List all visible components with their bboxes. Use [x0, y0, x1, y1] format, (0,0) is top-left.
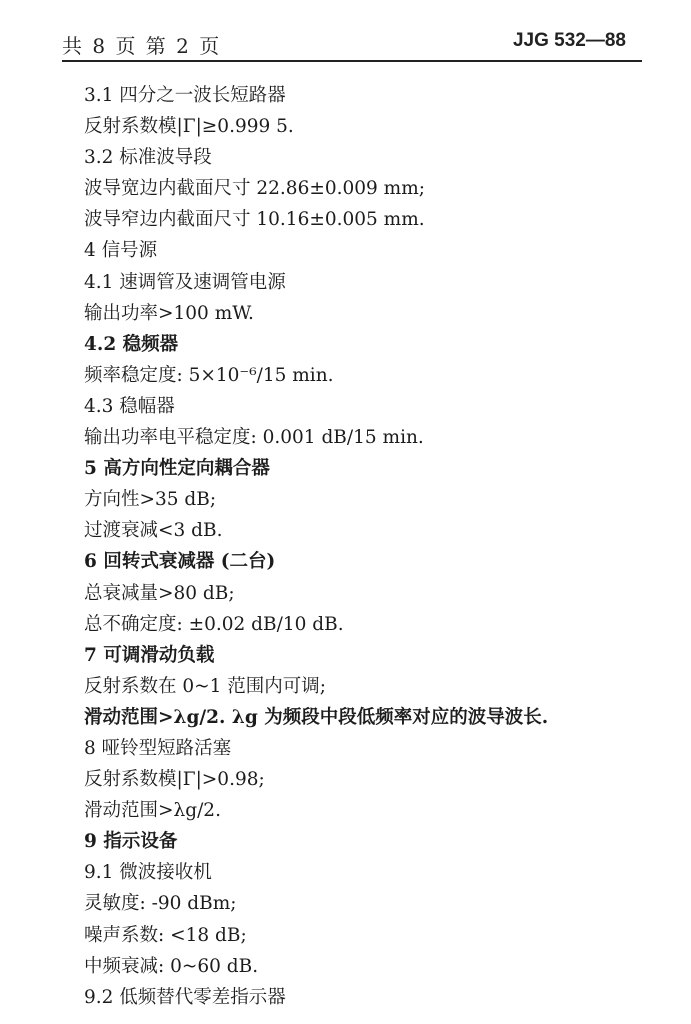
standard-number: JJG 532—88 [512, 30, 626, 51]
text-line: 3.1 四分之一波长短路器 [84, 85, 286, 106]
text-line: 9.1 微波接收机 [84, 862, 212, 884]
text-line: 5 高方向性定向耦合器 [84, 458, 270, 480]
text-line: 9 指示设备 [84, 831, 178, 853]
text-line: 滑动范围>λg/2. λg 为频段中段低频率对应的波导波长. [84, 706, 549, 728]
text-line: 4.2 稳频器 [84, 333, 179, 355]
text-line: 4 信号源 [84, 240, 158, 262]
text-line: 总衰减量>80 dB; [84, 582, 235, 604]
text-line: 过渡衰减<3 dB. [84, 520, 223, 542]
text-line: 4.1 速调管及速调管电源 [84, 271, 286, 293]
text-line: 总不确定度: ±0.02 dB/10 dB. [84, 613, 344, 635]
text-line: 灵敏度: -90 dBm; [84, 893, 237, 915]
text-line: 9.2 低频替代零差指示器 [84, 986, 286, 1008]
text-line: 方向性>35 dB; [84, 489, 217, 511]
text-line: 7 可调滑动负载 [84, 644, 215, 666]
text-line: 反射系数模|Γ|≥0.999 5. [84, 116, 294, 138]
text-line: 中频衰减: 0~60 dB. [84, 955, 259, 977]
text-line: 4.3 稳幅器 [84, 395, 175, 417]
text-line: 输出功率>100 mW. [84, 302, 254, 324]
text-line: 波导宽边内截面尺寸 22.86±0.009 mm; [84, 178, 426, 200]
text-line: 反射系数在 0~1 范围内可调; [84, 675, 327, 697]
text-line: 频率稳定度: 5×10⁻⁶/15 min. [84, 364, 334, 386]
text-line: 3.2 标准波导段 [84, 147, 212, 169]
text-line: 反射系数模|Γ|>0.98; [84, 769, 265, 791]
text-line: 输出功率电平稳定度: 0.001 dB/15 min. [84, 427, 424, 449]
text-line: 6 回转式衰减器 (二台) [84, 551, 276, 573]
page-count-label: 共 8 页 第 2 页 [62, 34, 222, 58]
text-line: 噪声系数: <18 dB; [84, 924, 247, 946]
text-line: 滑动范围>λg/2. [84, 800, 221, 822]
page-header [62, 24, 632, 58]
header-divider [62, 60, 642, 62]
text-line: 波导窄边内截面尺寸 10.16±0.005 mm. [84, 209, 425, 231]
text-line: 8 哑铃型短路活塞 [84, 737, 232, 759]
document-body [84, 80, 674, 1013]
